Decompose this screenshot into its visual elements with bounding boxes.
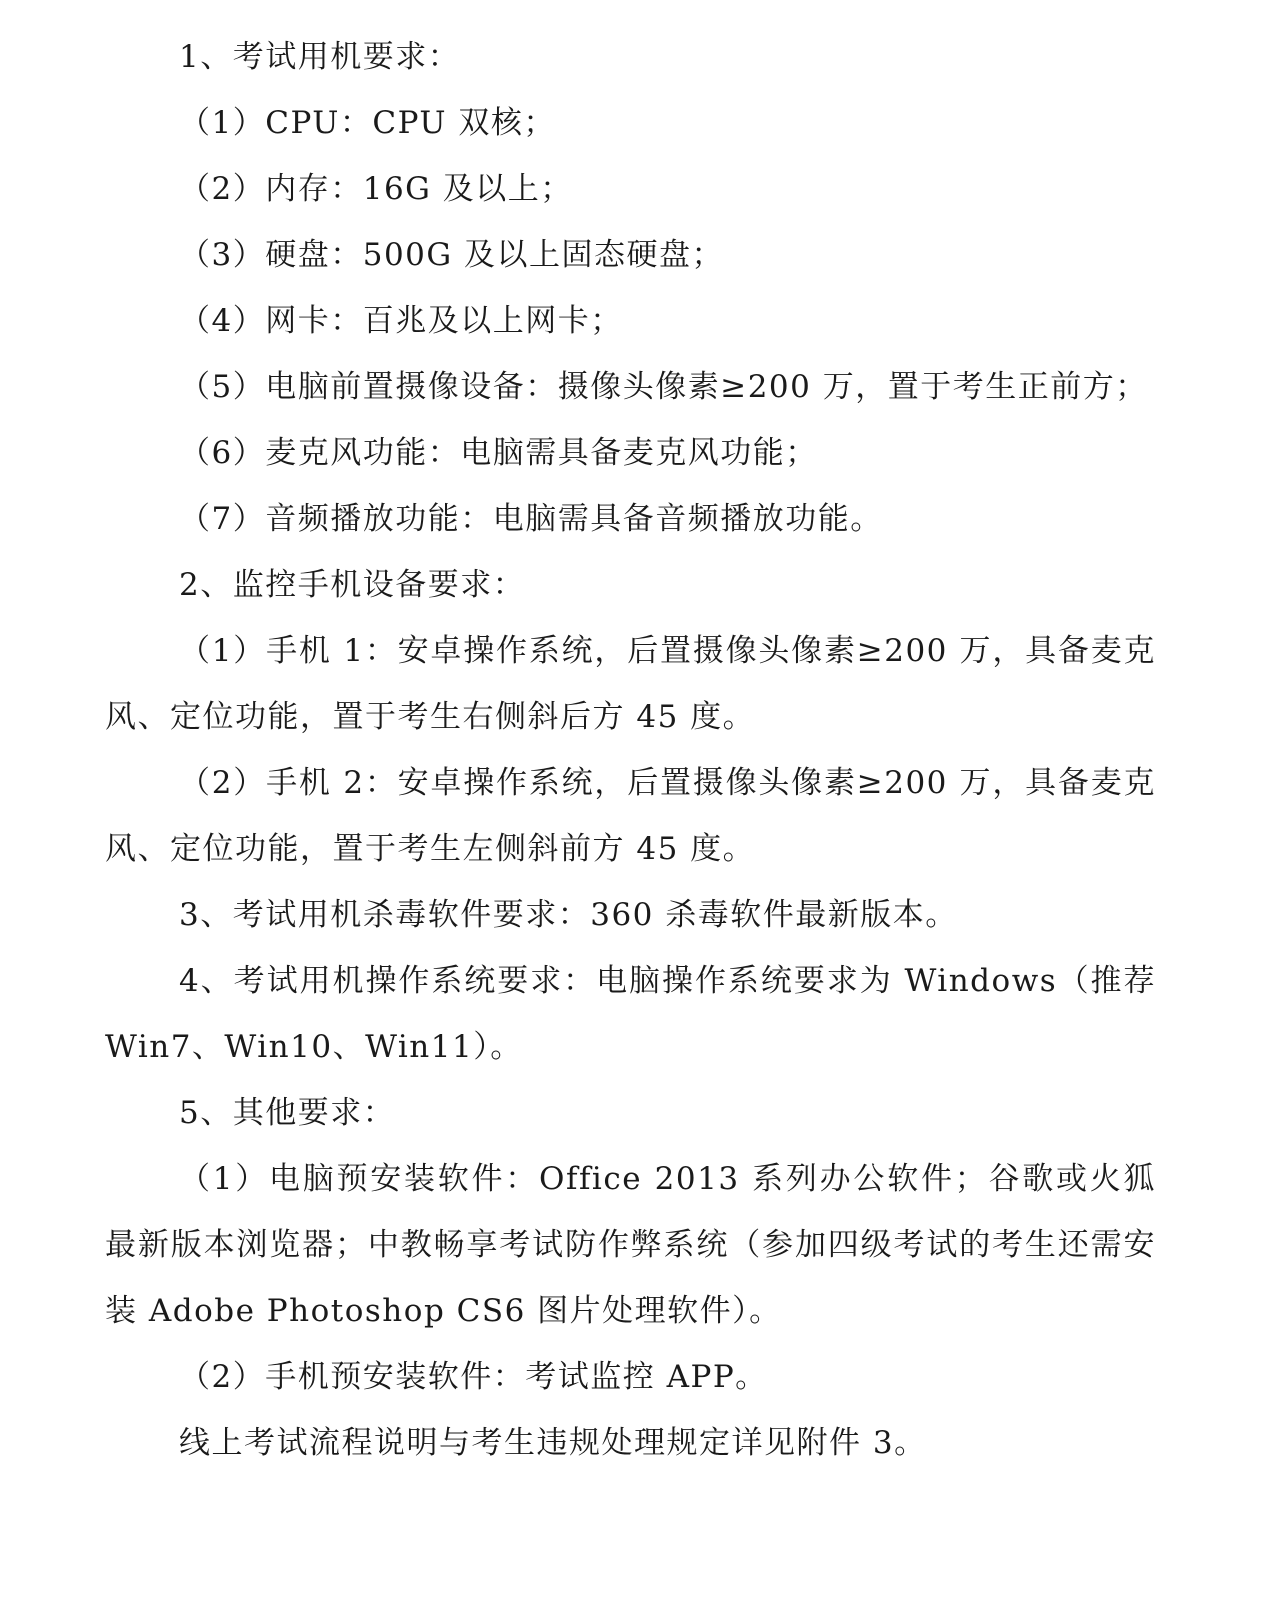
heading-antivirus: 3、考试用机杀毒软件要求：360 杀毒软件最新版本。: [179, 897, 958, 933]
item-phone-2: （2）手机 2：安卓操作系统，后置摄像头像素≥200 万，具备麦克风、定位功能，置于考生左侧斜前方 45 度。: [105, 765, 1156, 867]
item-network-card: （4）网卡：百兆及以上网卡；: [179, 303, 623, 339]
item-computer-software: （1）电脑预安装软件：Office 2013 系列办公软件；谷歌或火狐最新版本浏览器；中教畅享考试防作弊系统（参加四级考试的考生还需安装 Adobe Photoshop CS6 图片处理软件）。: [105, 1161, 1156, 1329]
heading-other: 5、其他要求：: [179, 1095, 396, 1131]
heading-os: 4、考试用机操作系统要求：电脑操作系统要求为 Windows（推荐 Win7、Win10、Win11）。: [105, 963, 1156, 1065]
item-disk: （3）硬盘：500G 及以上固态硬盘；: [179, 237, 725, 273]
heading-computer-requirements: 1、考试用机要求：: [179, 39, 461, 75]
item-front-camera: （5）电脑前置摄像设备：摄像头像素≥200 万，置于考生正前方；: [179, 369, 1148, 405]
heading-phone-requirements: 2、监控手机设备要求：: [179, 567, 526, 603]
item-microphone: （6）麦克风功能：电脑需具备麦克风功能；: [179, 435, 818, 471]
item-memory: （2）内存：16G 及以上；: [179, 171, 573, 207]
item-cpu: （1）CPU：CPU 双核；: [179, 105, 556, 141]
item-phone-software: （2）手机预安装软件：考试监控 APP。: [179, 1359, 768, 1395]
item-audio-playback: （7）音频播放功能：电脑需具备音频播放功能。: [179, 501, 883, 537]
item-phone-1: （1）手机 1：安卓操作系统，后置摄像头像素≥200 万，具备麦克风、定位功能，置于考生右侧斜后方 45 度。: [105, 633, 1156, 735]
closing-note: 线上考试流程说明与考生违规处理规定详见附件 3。: [179, 1425, 927, 1461]
